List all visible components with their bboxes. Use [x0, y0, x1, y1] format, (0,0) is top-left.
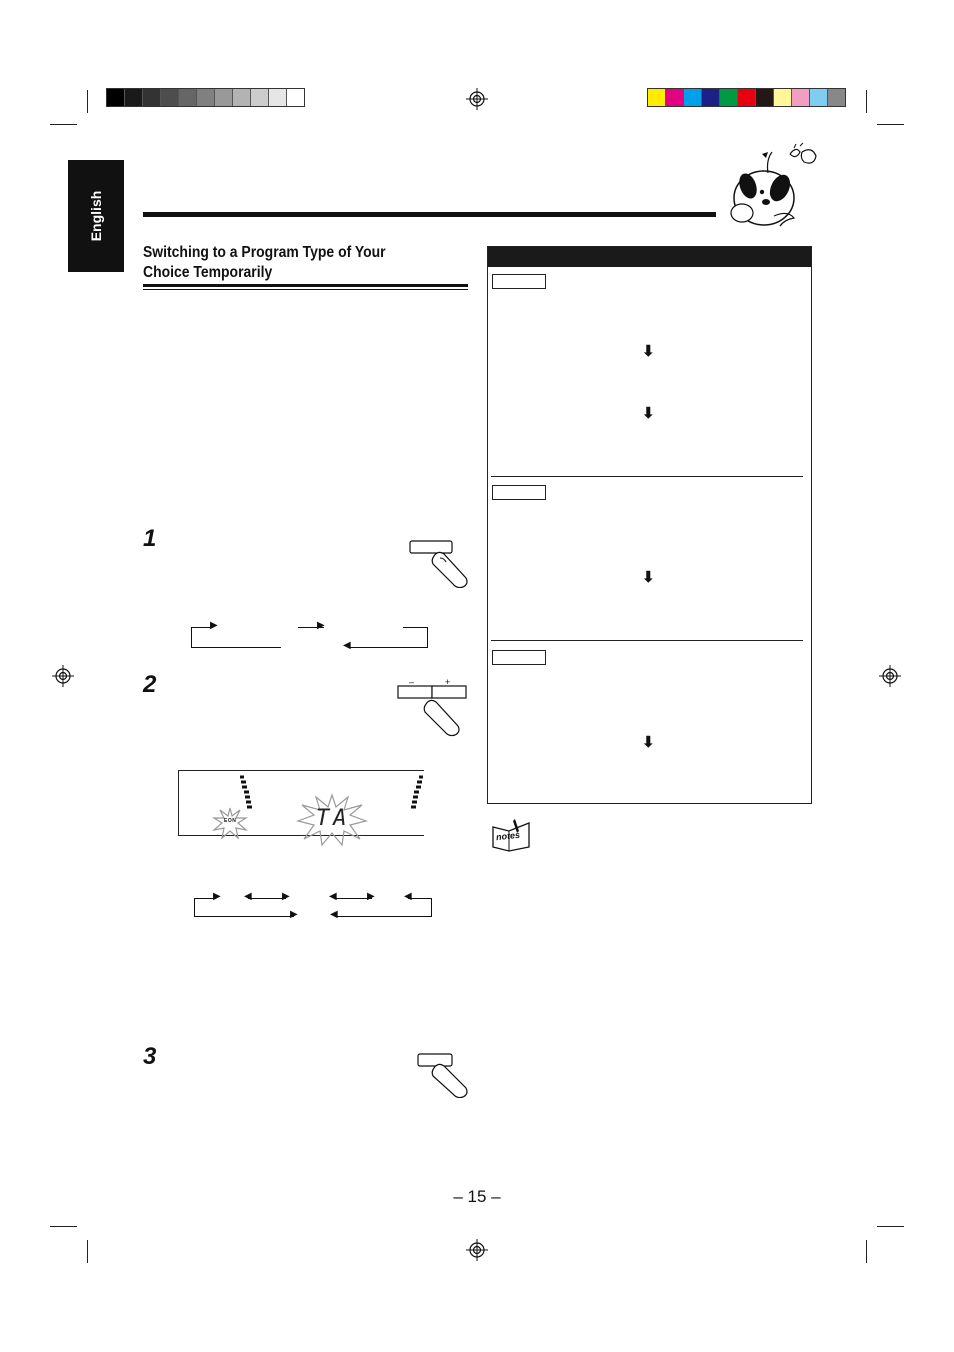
step2-flow-line [431, 898, 432, 917]
registration-target-icon [466, 88, 488, 110]
arrow-right-icon: ▶ [290, 909, 298, 920]
arrow-right-icon: ▶ [210, 620, 218, 631]
arrow-right-icon: ▶ [213, 891, 221, 902]
panel-divider [491, 640, 803, 641]
display-level-meter-icon [234, 773, 256, 809]
notes-label: notes [495, 829, 521, 843]
registration-target-icon [466, 1239, 488, 1261]
step2-flow-line [336, 916, 432, 917]
crop-mark-top-right-v [866, 90, 867, 113]
arrow-left-icon: ◀ [404, 891, 412, 902]
color-swatch [756, 89, 774, 106]
stepper-hand-icon [396, 680, 468, 740]
display-eon-indicator: EON [224, 818, 237, 824]
step-1-number: 1 [143, 525, 157, 552]
crop-mark-top-left-h [50, 124, 77, 125]
grayscale-swatch [161, 89, 179, 106]
page-number: – 15 – [453, 1187, 501, 1206]
crop-mark-bottom-right-h [877, 1226, 904, 1227]
flashing-indicator-icon [210, 806, 250, 842]
color-swatch [738, 89, 756, 106]
grayscale-swatch [179, 89, 197, 106]
grayscale-swatch [233, 89, 251, 106]
grayscale-swatch [251, 89, 269, 106]
grayscale-swatch [269, 89, 287, 106]
down-arrow-icon: ⬇ [642, 734, 655, 751]
grayscale-swatch [287, 89, 304, 106]
info-panel [487, 246, 812, 804]
language-tab [68, 160, 124, 272]
step1-flow-line [403, 627, 427, 628]
down-arrow-icon: ⬇ [642, 405, 655, 422]
color-swatch [810, 89, 828, 106]
crop-mark-bottom-right-v [866, 1240, 867, 1263]
header-rule [143, 212, 716, 217]
panel-label-box [492, 485, 546, 500]
registration-target-icon [52, 665, 74, 687]
step2-flow-line [194, 898, 195, 917]
press-button-hand-icon [404, 538, 470, 588]
grayscale-swatch [143, 89, 161, 106]
step1-flow-line [427, 627, 428, 648]
arrow-both-icon: ◀ [244, 891, 252, 902]
color-swatch [774, 89, 792, 106]
crop-mark-top-left-v [87, 90, 88, 113]
title-underline-thin [143, 289, 468, 290]
stepper-plus-label: + [445, 677, 451, 687]
step2-flow-line [248, 898, 286, 899]
panel-label-box [492, 650, 546, 665]
arrow-left-icon: ◀ [343, 640, 351, 651]
arrow-left-icon: ◀ [330, 909, 338, 920]
grayscale-swatch [125, 89, 143, 106]
panel-label-box [492, 274, 546, 289]
color-swatch [666, 89, 684, 106]
color-swatch [720, 89, 738, 106]
color-calibration-strip [647, 88, 846, 107]
step2-flow-line [194, 916, 294, 917]
stepper-minus-label: – [409, 677, 415, 687]
color-swatch [684, 89, 702, 106]
grayscale-swatch [197, 89, 215, 106]
crop-mark-bottom-left-h [50, 1226, 77, 1227]
crop-mark-bottom-left-v [87, 1240, 88, 1263]
arrow-right-icon: ▶ [317, 620, 325, 631]
language-tab-label: English [88, 190, 104, 242]
down-arrow-icon: ⬇ [642, 343, 655, 360]
color-swatch [828, 89, 845, 106]
display-ta-text: TA [316, 806, 351, 831]
step1-flow-line [191, 647, 281, 648]
down-arrow-icon: ⬇ [642, 569, 655, 586]
title-underline [143, 284, 468, 287]
arrow-both-icon: ▶ [367, 891, 375, 902]
crop-mark-top-right-h [877, 124, 904, 125]
step1-flow-line [348, 647, 428, 648]
step-3-number: 3 [143, 1043, 157, 1070]
display-level-meter-icon [403, 773, 425, 809]
grayscale-swatch [107, 89, 125, 106]
arrow-both-icon: ◀ [329, 891, 337, 902]
color-swatch [792, 89, 810, 106]
grayscale-swatch [215, 89, 233, 106]
registration-target-icon [879, 665, 901, 687]
step1-flow-line [191, 627, 192, 648]
color-swatch [648, 89, 666, 106]
press-button-hand-icon [412, 1050, 472, 1098]
step-2-number: 2 [143, 671, 157, 698]
color-swatch [702, 89, 720, 106]
dog-mascot-icon [722, 138, 822, 234]
grayscale-calibration-strip [106, 88, 305, 107]
info-panel-header [488, 247, 811, 267]
panel-divider [491, 476, 803, 477]
arrow-both-icon: ▶ [282, 891, 290, 902]
section-title: Switching to a Program Type of Your Choice Temporarily [143, 244, 386, 281]
